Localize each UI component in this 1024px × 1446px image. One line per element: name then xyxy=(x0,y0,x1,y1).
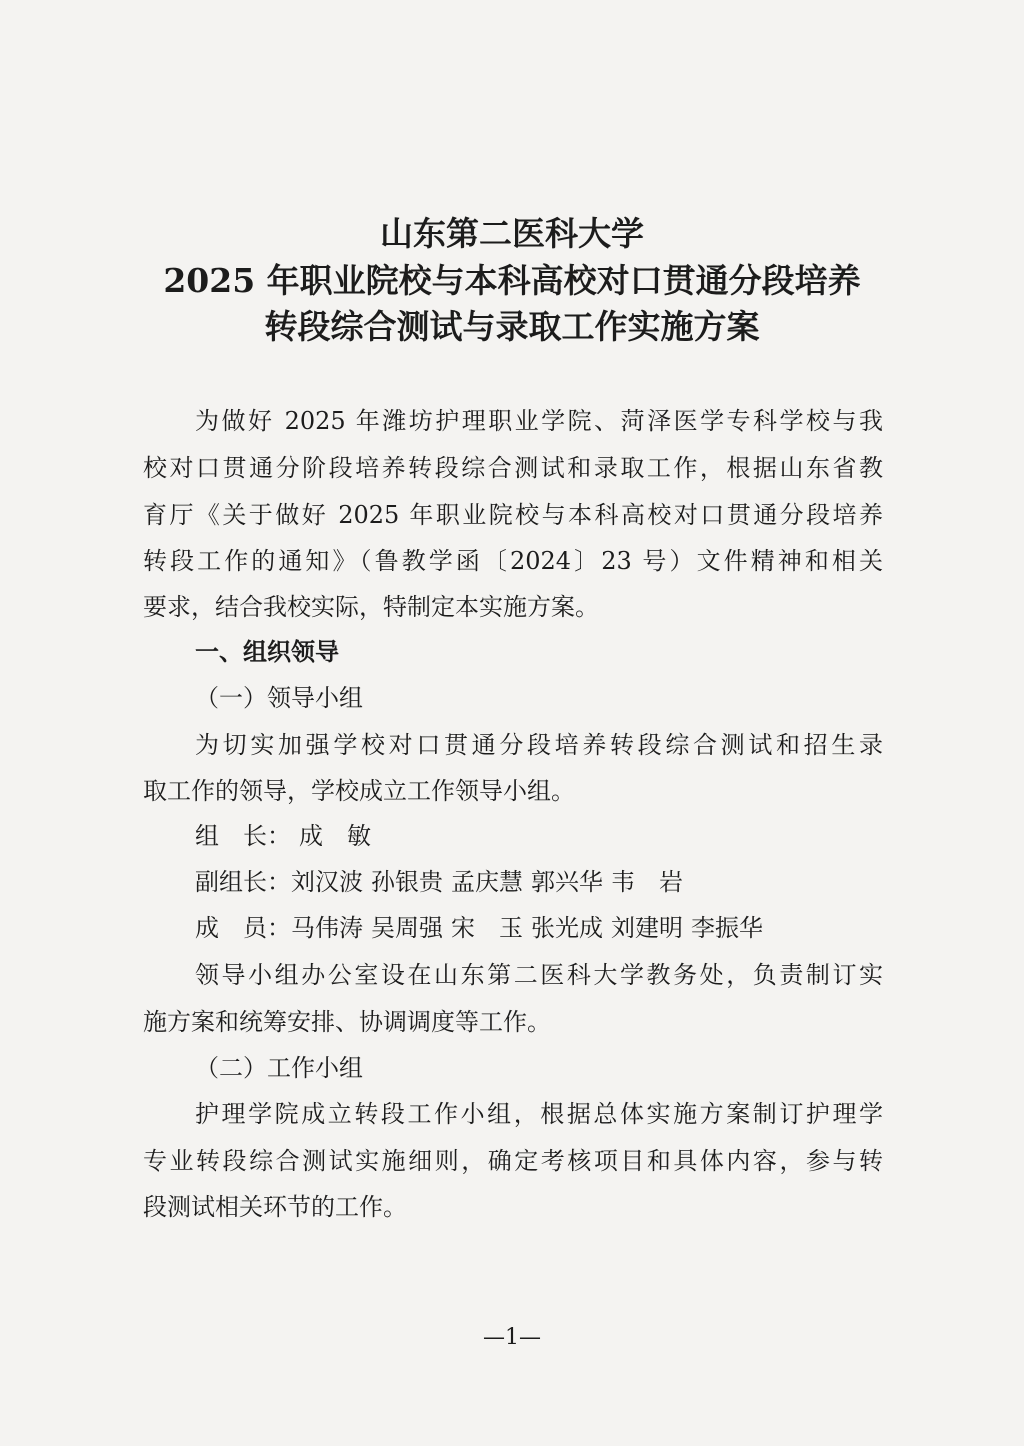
document-title-line-1: 山东第二医科大学 xyxy=(380,214,644,253)
deputy-name: 孟庆慧 xyxy=(451,868,523,896)
intro-line: 校对口贯通分阶段培养转段综合测试和录取工作，根据山东省教 xyxy=(143,454,883,482)
page-number: —1— xyxy=(483,1325,541,1350)
intro-line: 转段工作的通知》（鲁教学函〔2024〕23 号）文件精神和相关 xyxy=(143,547,883,575)
leader-row xyxy=(195,824,379,848)
leader-name: 成 敏 xyxy=(299,822,371,850)
deputy-name: 郭兴华 xyxy=(531,868,603,896)
member-name: 李振华 xyxy=(691,914,763,942)
deputy-row xyxy=(195,870,691,894)
member-name: 刘建明 xyxy=(611,914,683,942)
member-name: 宋 玉 xyxy=(451,914,523,942)
subsection-heading: （一）领导小组 xyxy=(195,684,363,712)
intro-line: 为做好 2025 年潍坊护理职业学院、菏泽医学专科学校与我 xyxy=(195,407,883,435)
paragraph-line: 为切实加强学校对口贯通分段培养转段综合测试和招生录 xyxy=(195,731,883,759)
document-title-line-2: 2025 年职业院校与本科高校对口贯通分段培养 xyxy=(163,261,861,300)
member-name: 马伟涛 xyxy=(291,914,363,942)
paragraph-line: 取工作的领导，学校成立工作领导小组。 xyxy=(143,777,575,805)
subsection-heading: （二）工作小组 xyxy=(195,1054,363,1082)
paragraph-line: 施方案和统筹安排、协调调度等工作。 xyxy=(143,1008,551,1036)
intro-line: 要求，结合我校实际，特制定本实施方案。 xyxy=(143,593,599,621)
document-title-line-3: 转段综合测试与录取工作实施方案 xyxy=(264,307,760,346)
paragraph-line: 段测试相关环节的工作。 xyxy=(143,1193,407,1221)
member-name: 张光成 xyxy=(531,914,603,942)
members-label: 成 员： xyxy=(195,914,291,942)
deputy-name: 刘汉波 xyxy=(291,868,363,896)
paragraph-line: 护理学院成立转段工作小组，根据总体实施方案制订护理学 xyxy=(195,1100,883,1128)
member-name: 吴周强 xyxy=(371,914,443,942)
leader-label: 组 长： xyxy=(195,822,291,850)
deputy-label: 副组长： xyxy=(195,868,291,896)
intro-line: 育厅《关于做好 2025 年职业院校与本科高校对口贯通分段培养 xyxy=(143,501,883,529)
deputy-name: 韦 岩 xyxy=(611,868,683,896)
members-row xyxy=(195,916,771,940)
section-heading: 一、组织领导 xyxy=(195,638,339,666)
deputy-name: 孙银贵 xyxy=(371,868,443,896)
paragraph-line: 领导小组办公室设在山东第二医科大学教务处，负责制订实 xyxy=(195,961,883,989)
paragraph-line: 专业转段综合测试实施细则，确定考核项目和具体内容，参与转 xyxy=(143,1147,883,1175)
